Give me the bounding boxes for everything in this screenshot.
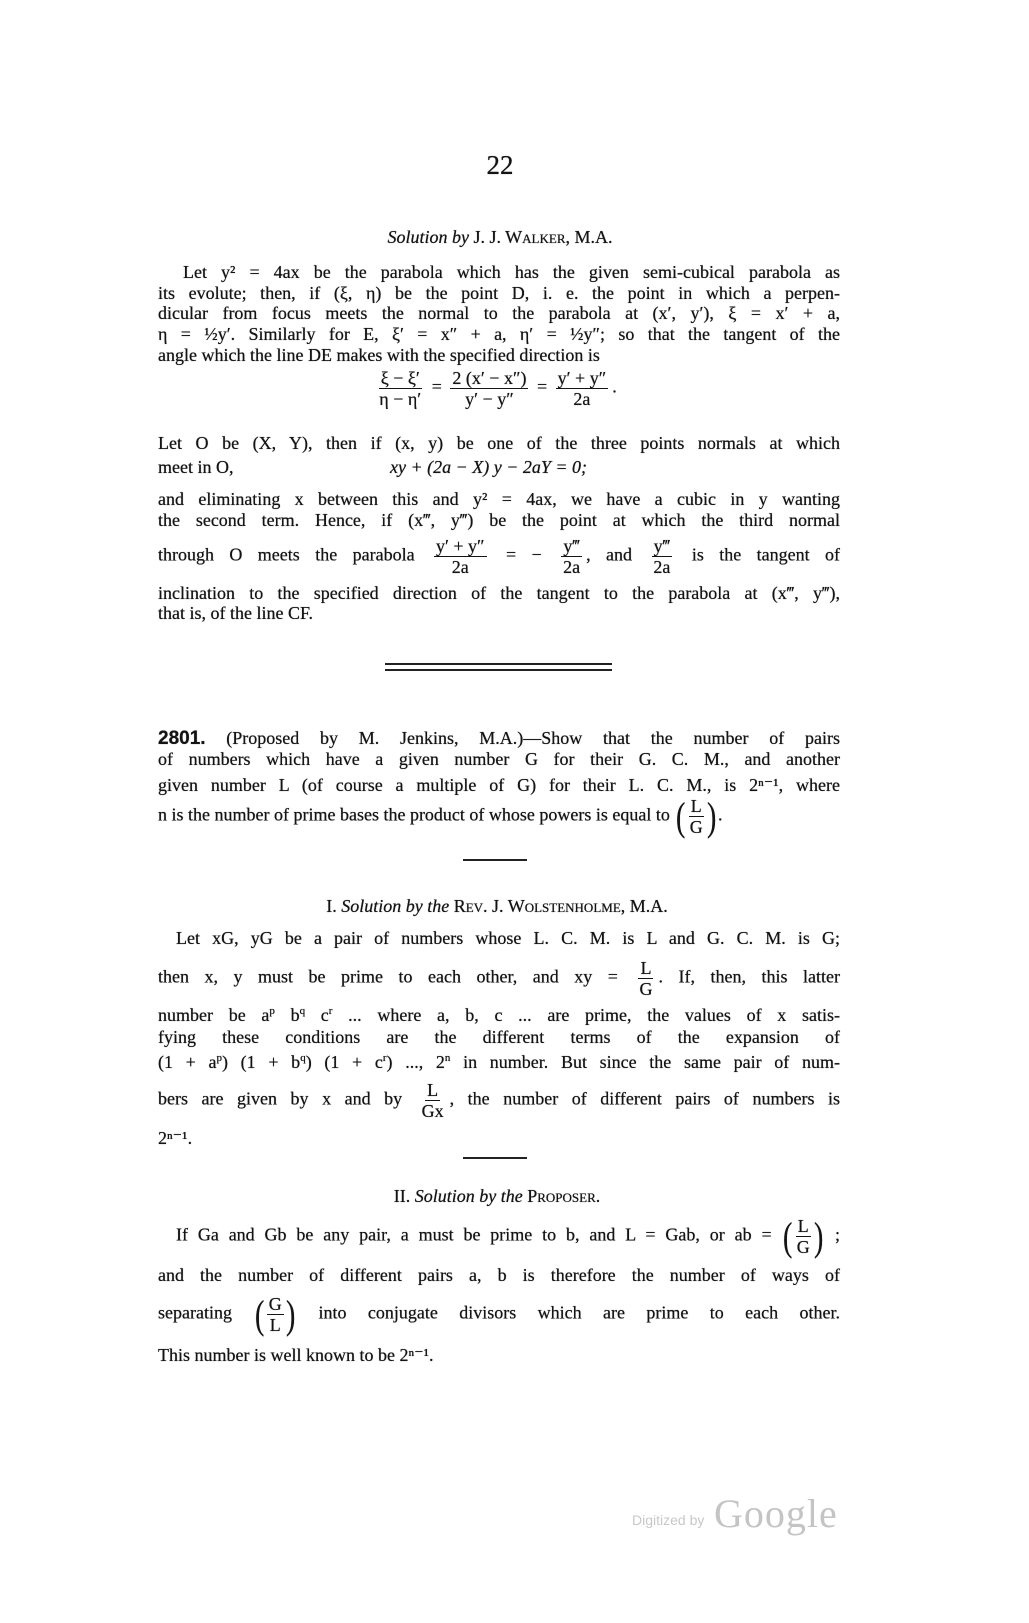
walker-line <box>158 536 840 577</box>
numerator: y‴ <box>653 536 671 556</box>
line-text: , the number of different pairs of numbers is <box>449 1088 840 1109</box>
problem-number: 2801. <box>158 728 206 749</box>
solution2-heading <box>0 1185 997 1207</box>
fraction <box>651 536 672 577</box>
heading-numeral: I. <box>326 896 337 916</box>
exponent: p <box>216 1052 222 1064</box>
numerator: L <box>427 1080 439 1100</box>
numerator: G <box>268 1294 282 1314</box>
solution1-line <box>158 1051 840 1073</box>
walker-line: angle which the line DE makes with the specified direction is <box>158 345 600 365</box>
numerator: y‴ <box>563 536 580 556</box>
walker-line: and eliminating x between this and y² = 4ax, we have a cubic in y wanting <box>158 489 840 509</box>
denominator: G <box>689 817 703 837</box>
heading-author: J. J. Walker, M.A. <box>473 227 613 247</box>
walker-equation <box>0 368 995 409</box>
line-text: into conjugate divisors which are prime to each other. <box>318 1302 841 1323</box>
numerator: ξ − ξ′ <box>380 368 420 388</box>
denominator: 2a <box>451 557 469 577</box>
numerator: L <box>640 958 652 978</box>
parenthesized-fraction: ( $\frac{L}{G}$ ) <box>783 1213 824 1259</box>
denominator: η − η′ <box>379 389 422 409</box>
walker-solution-heading <box>0 226 1000 248</box>
heading-prefix: Solution by the <box>341 896 450 916</box>
exponent: r <box>382 1052 387 1064</box>
solution1-line: 2ⁿ⁻¹. <box>158 1128 193 1148</box>
walker-line: η = ½y′. Similarly for E, ξ′ = x″ + a, η′ = ½y″; so that the tangent of the <box>158 324 840 344</box>
numerator: y′ + y″ <box>435 536 485 556</box>
exponent: p <box>269 1005 275 1017</box>
short-divider <box>463 859 527 861</box>
denominator: G <box>639 979 653 999</box>
exponent: n <box>444 1052 451 1064</box>
walker-line: the second term. Hence, if (x‴, y‴) be the point at which the third normal <box>158 510 840 530</box>
walker-line: inclination to the specified direction of the tangent to the parabola at (x‴, y‴), <box>158 583 840 603</box>
line-text: If Ga and Gb be any pair, a must be prime to b, and L = Gab, or ab = <box>176 1224 772 1245</box>
problem-line <box>158 793 840 839</box>
heading-numeral: II. <box>393 1186 411 1206</box>
numerator: L <box>797 1216 809 1236</box>
line-text: , and <box>586 544 632 565</box>
fraction <box>637 958 654 999</box>
denominator: y′ − y″ <box>465 389 514 409</box>
period: . <box>612 376 617 397</box>
line-text: (1 + a <box>158 1052 217 1072</box>
problem-line: of numbers which have a given number G for their G. C. M., and another <box>158 749 840 769</box>
exponent: q <box>299 1005 306 1017</box>
line-text: number be a <box>158 1005 270 1025</box>
walker-line: dicular from focus meets the normal to the parabola at (x′, y′), ξ = x′ + a, <box>158 303 840 323</box>
parenthesized-fraction: ( $\frac{L}{G}$ ) <box>676 793 717 839</box>
solution1-line <box>158 1080 840 1121</box>
section-divider <box>385 663 612 665</box>
equals: = <box>431 376 442 397</box>
fraction <box>561 536 582 577</box>
heading-author: Proposer. <box>527 1186 601 1206</box>
walker-line: its evolute; then, if (ξ, η) be the point D, i. e. the point in which a perpen- <box>158 283 840 303</box>
line-text: separating <box>158 1302 232 1323</box>
heading-author: Rev. J. Wolstenholme, M.A. <box>453 896 668 916</box>
fraction <box>434 536 487 577</box>
fraction <box>377 368 423 409</box>
denominator: 2a <box>653 557 671 577</box>
fraction <box>450 368 528 409</box>
line-text: ) ..., 2 <box>386 1052 445 1072</box>
line-text: ; <box>834 1224 840 1245</box>
line-text: then x, y must be prime to each other, and xy = <box>158 966 618 987</box>
line-text: is the tangent of <box>691 544 840 565</box>
line-text: n is the number of prime bases the product of whose powers is equal to <box>158 804 670 825</box>
solution2-line <box>158 1291 841 1337</box>
line-text: ) (1 + b <box>222 1052 301 1072</box>
walker-line <box>158 456 840 478</box>
exponent: r <box>328 1005 333 1017</box>
line-text: (Proposed by M. Jenkins, M.A.)—Show that the number of pairs <box>226 728 840 748</box>
solution1-line: Let xG, yG be a pair of numbers whose L. C. M. is L and G. C. M. is G; <box>176 928 840 948</box>
solution1-line <box>158 958 840 999</box>
walker-line: that is, of the line CF. <box>158 603 314 623</box>
line-text: in number. But since the same pair of num- <box>450 1052 840 1072</box>
line-text: ... where a, b, c ... are prime, the values of x satis- <box>332 1005 841 1025</box>
fraction <box>420 1080 446 1121</box>
equals: = <box>536 376 548 397</box>
numerator: L <box>690 796 702 816</box>
walker-line: Let y² = 4ax be the parabola which has the given semi-cubical parabola as <box>183 262 840 282</box>
walker-line: Let O be (X, Y), then if (x, y) be one of the three points normals at which <box>158 433 840 453</box>
denominator: L <box>269 1315 281 1335</box>
period: . <box>718 804 723 825</box>
problem-line: given number L (of course a multiple of G) for their L. C. M., is 2ⁿ⁻¹, where <box>158 775 840 795</box>
heading-prefix: Solution by <box>387 227 469 247</box>
line-text: meet in O, <box>158 457 234 477</box>
numerator: 2 (x′ − x″) <box>452 368 527 388</box>
line-text: bers are given by x and by <box>158 1088 403 1109</box>
numerator: y′ + y″ <box>557 368 607 388</box>
heading-prefix: Solution by the <box>414 1186 523 1206</box>
solution1-line <box>158 1004 840 1026</box>
page-number: 22 <box>486 150 514 180</box>
line-text: ) (1 + c <box>305 1052 383 1072</box>
solution2-line: This number is well known to be 2ⁿ⁻¹. <box>158 1345 434 1365</box>
solution1-heading <box>0 895 997 917</box>
solution2-line <box>176 1213 840 1259</box>
problem-line <box>158 727 840 750</box>
line-text: through O meets the parabola <box>158 544 415 565</box>
parenthesized-fraction: ( $\frac{G}{L}$ ) <box>255 1291 296 1337</box>
line-text: b <box>274 1005 300 1025</box>
section-divider <box>385 669 612 671</box>
google-logo: Google <box>714 1491 838 1536</box>
line-text: . If, then, this latter <box>658 966 840 987</box>
denominator: 2a <box>563 557 581 577</box>
denominator: G <box>796 1237 810 1257</box>
inline-equation: xy + (2a − X) y − 2aY = 0; <box>390 457 588 477</box>
denominator: Gx <box>421 1101 444 1121</box>
line-text: = − <box>505 544 542 565</box>
short-divider <box>463 1157 527 1159</box>
solution1-line: fying these conditions are the different terms of the expansion of <box>158 1027 840 1047</box>
exponent: q <box>300 1052 306 1064</box>
fraction <box>556 368 609 409</box>
solution2-line: and the number of different pairs a, b is therefore the number of ways of <box>158 1265 840 1285</box>
watermark-prefix: Digitized by <box>632 1512 705 1528</box>
line-text: c <box>305 1005 329 1025</box>
denominator: 2a <box>573 389 591 409</box>
